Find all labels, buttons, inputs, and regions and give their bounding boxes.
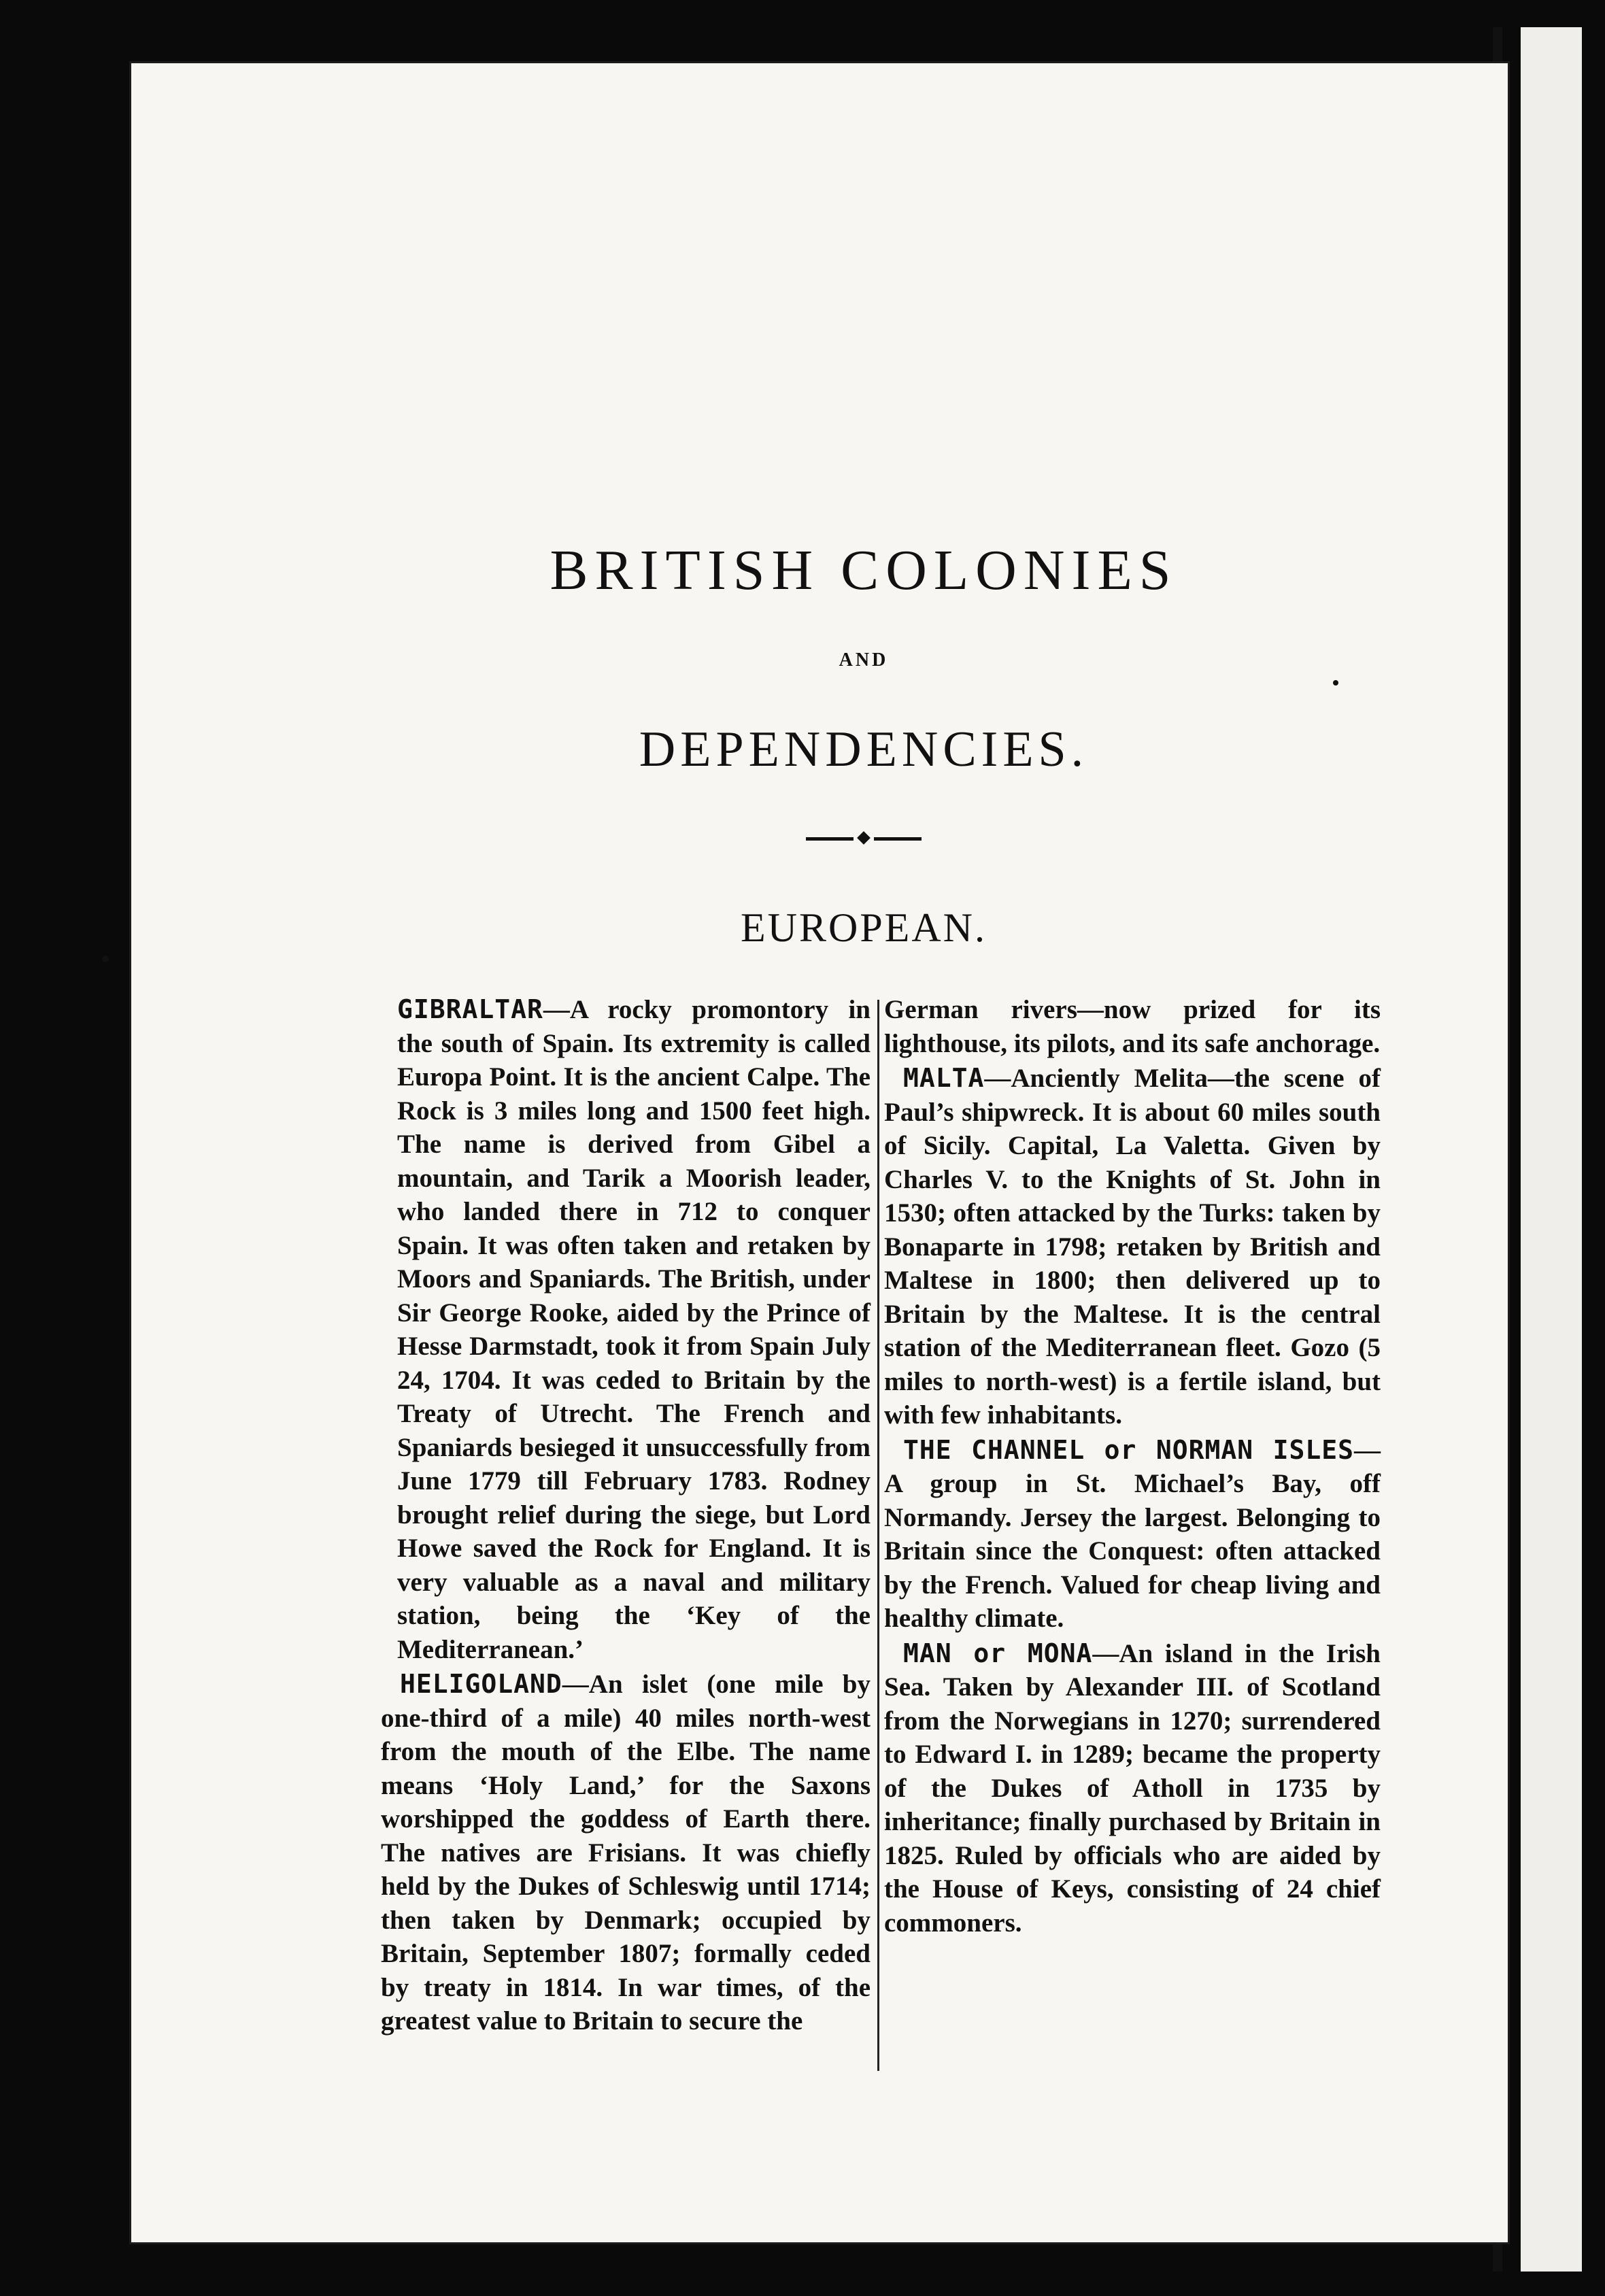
title-conjunction: AND — [839, 649, 889, 671]
page-title: BRITISH COLONIES — [550, 539, 1178, 602]
page-subtitle: DEPENDENCIES. — [639, 722, 1089, 777]
facing-page-edge — [1521, 27, 1582, 2272]
entry-head: MALTA — [903, 1063, 985, 1093]
section-heading: EUROPEAN. — [740, 905, 987, 950]
entry-heligoland — [381, 1668, 871, 2038]
ink-speck — [1333, 680, 1338, 686]
entry-head: GIBRALTAR — [397, 994, 543, 1024]
right-column — [884, 993, 1381, 1940]
entry-malta — [884, 1062, 1381, 1432]
entry-channel-isles — [884, 1434, 1381, 1636]
entry-text: —A rocky promontory in the south of Spain. Its extremity is called Europa Point. It is the ancient Calpe. The Rock is 3 miles long and 1500 feet high. The name is derived from Gibel a mountain, and Tarik a Moorish leader, who landed there in 712 to conquer Spain. It was often taken and retaken by Moors and Spaniards. The British, under Sir George Rooke, aided by the Prince of Hesse Darmstadt, took it from Spain July 24, 1704. It was ceded to Britain by the Treaty of Utrecht. The French and Spaniards besieged it unsuccessfully from June 1779 till February 1783. Rodney brought relief during the siege, but Lord Howe saved the Rock for England. It is very valuable as a naval and military station, being the ‘Key of the Mediterranean.’ — [397, 995, 871, 1664]
entry-gibraltar — [381, 993, 871, 1666]
entry-head: MAN or MONA — [903, 1638, 1093, 1668]
entry-text: —An island in the Irish Sea. Taken by Alexander III. of Scotland from the Norwegians in 1270; surrendered to Edward I. in 1289; became the property of the Dukes of Atholl in 1735 by inheritance; finally purchased by Britain in 1825. Ruled by officials who are aided by the House of Keys, consisting of 24 chief commoners. — [884, 1638, 1381, 1938]
entry-text: —An islet (one mile by one-third of a mile) 40 miles north-west from the mouth of the Elbe. The name means ‘Holy Land,’ for the Saxons worshipped the goddess of Earth there. The natives are Frisians. It was chiefly held by the Dukes of Schleswig until 1714; then taken by Denmark; occupied by Britain, September 1807; formally ceded by treaty in 1814. In war times, of the greatest value to Britain to secure the — [381, 1670, 871, 2036]
left-column — [381, 993, 871, 2038]
entry-text: —Anciently Melita—the scene of Paul’s shipwreck. It is about 60 miles south of Sicily. Capital, La Valetta. Given by Charles V. to the Knights of St. John in 1530; often attacked by the Turks: taken by Bonaparte in 1798; retaken by British and Maltese in 1800; then delivered up to Britain by the Maltese. It is the central station of the Mediterranean fleet. Gozo (5 miles to north-west) is a fertile island, but with few inhabitants. — [884, 1064, 1381, 1430]
column-divider — [877, 1000, 879, 2071]
entry-man — [884, 1637, 1381, 1940]
entry-head: HELIGOLAND — [400, 1669, 562, 1699]
ornament-rule — [806, 834, 922, 843]
entry-text: —A group in St. Michael’s Bay, off Normandy. Jersey the largest. Belonging to Britain since the Conquest: often attacked by the French. Valued for cheap living and healthy climate. — [884, 1435, 1381, 1633]
entry-text: German rivers—now prized for its lighthouse, its pilots, and its safe anchorage. — [884, 995, 1381, 1058]
entry-head: THE CHANNEL or NORMAN ISLES — [903, 1434, 1354, 1465]
ink-speck — [102, 956, 109, 962]
entry-continuation — [884, 993, 1381, 1060]
